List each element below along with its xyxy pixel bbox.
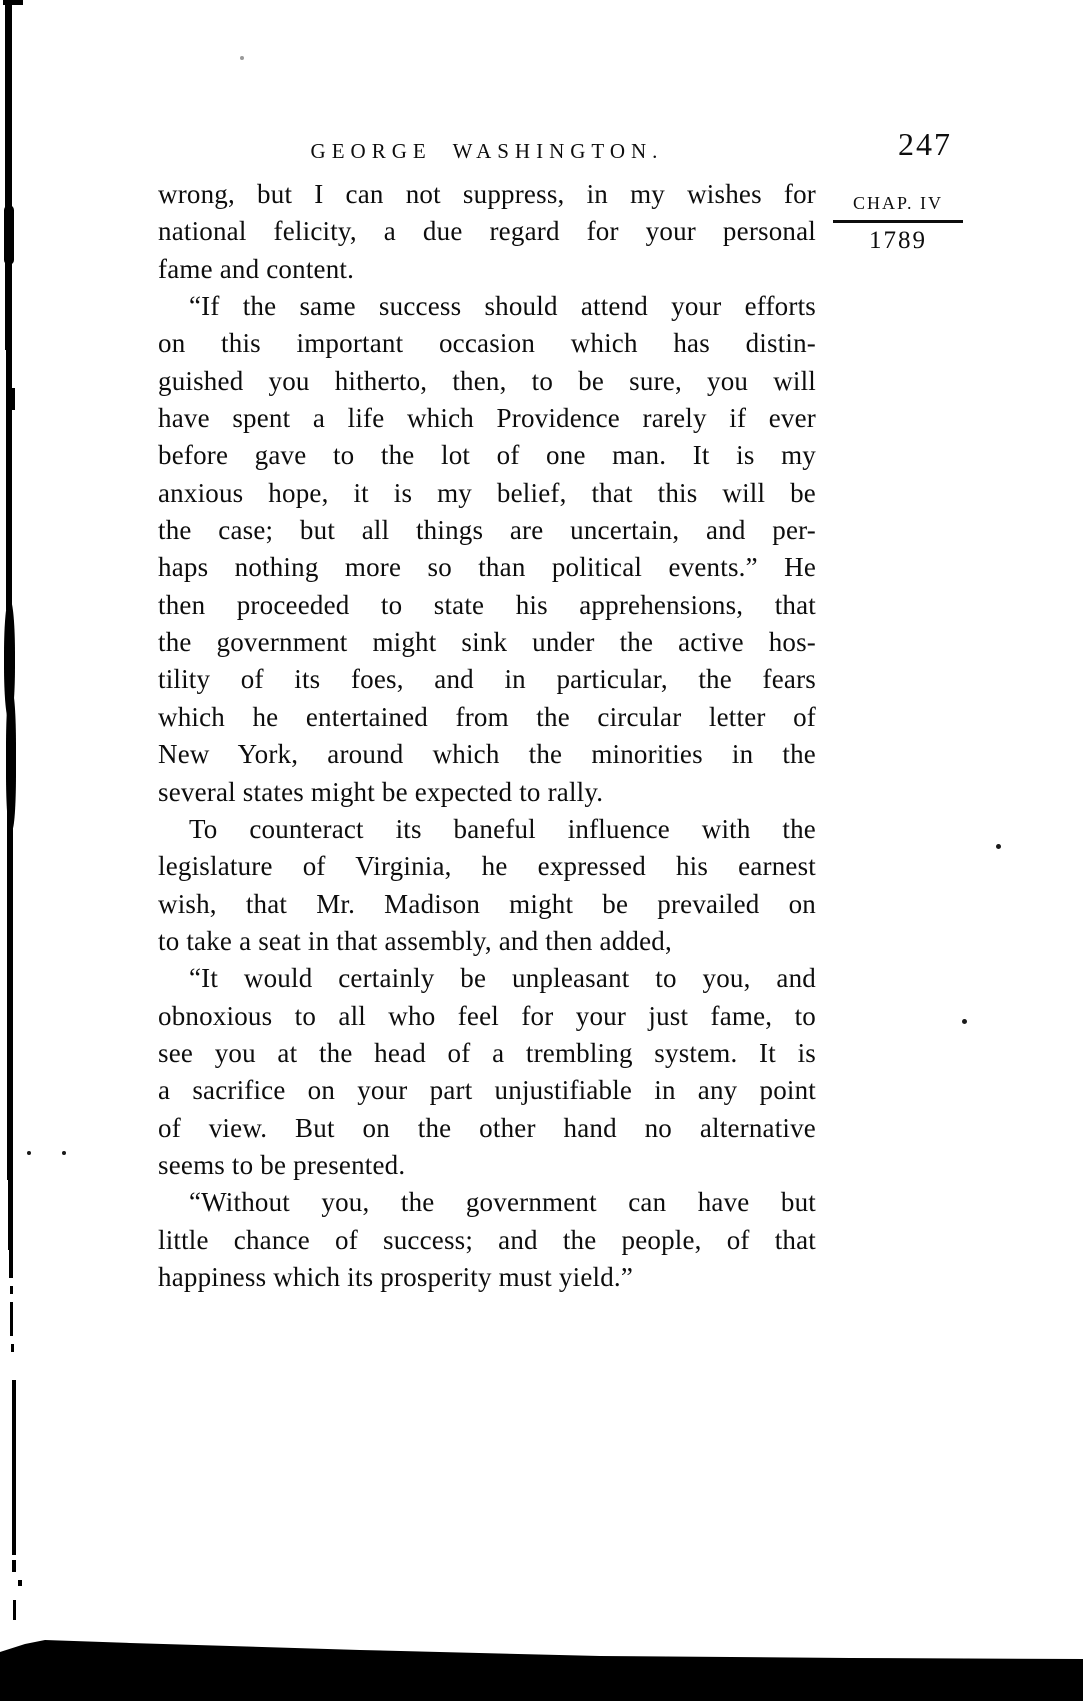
text-line: wish, that Mr. Madison might be prevailed on <box>158 888 816 919</box>
text-line: “If the same success should attend your efforts <box>189 291 816 322</box>
margin-year-label: 1789 <box>869 227 927 254</box>
text-line: seems to be presented. <box>158 1149 406 1180</box>
text-line: wrong, but I can not suppress, in my wishes for <box>158 179 816 209</box>
scan-speck <box>27 1151 31 1155</box>
text-line: to take a seat in that assembly, and then added, <box>158 925 672 956</box>
text-line: To counteract its baneful influence with the <box>189 813 816 844</box>
text-line: “Without you, the government can have but <box>189 1187 816 1218</box>
text-line: anxious hope, it is my belief, that this will be <box>158 477 816 508</box>
text-line: legislature of Virginia, he expressed his earnest <box>158 851 816 882</box>
text-line: then proceeded to state his apprehensions, that <box>158 589 816 620</box>
text-line: haps nothing more so than political events.” He <box>158 552 816 583</box>
scan-speck <box>62 1151 66 1155</box>
text-line: “It would certainly be unpleasant to you, and <box>189 963 816 994</box>
text-line: see you at the head of a trembling system. It is <box>158 1037 816 1068</box>
margin-note <box>833 193 963 255</box>
margin-rule-divider <box>833 220 963 223</box>
text-line: national felicity, a due regard for your personal <box>158 216 816 247</box>
scan-speck <box>996 844 1001 849</box>
text-line: which he entertained from the circular letter of <box>158 701 816 732</box>
text-line: little chance of success; and the people, of that <box>158 1224 816 1255</box>
text-line: obnoxious to all who feel for your just fame, to <box>158 1000 816 1031</box>
text-line: New York, around which the minorities in the <box>158 739 816 770</box>
scan-speck <box>962 1019 967 1024</box>
page-number: 247 <box>898 126 952 162</box>
body-text <box>158 176 816 1296</box>
text-line: fame and content. <box>158 253 355 284</box>
text-line: happiness which its prosperity must yield.” <box>158 1261 634 1292</box>
text-line: several states might be expected to rally. <box>158 776 604 807</box>
text-line: guished you hitherto, then, to be sure, you will <box>158 365 816 396</box>
text-line: of view. But on the other hand no alternative <box>158 1112 816 1143</box>
text-line: tility of its foes, and in particular, the fears <box>158 664 816 695</box>
text-line: a sacrifice on your part unjustifiable in any point <box>158 1075 816 1106</box>
scan-bottom-bar <box>0 1636 1083 1701</box>
text-line: the government might sink under the active hos- <box>158 627 816 658</box>
text-line: on this important occasion which has distin- <box>158 328 816 359</box>
scan-speck <box>240 56 244 60</box>
text-line: before gave to the lot of one man. It is my <box>158 440 816 471</box>
margin-chapter-label: CHAP. IV <box>852 193 943 213</box>
text-line: the case; but all things are uncertain, and per- <box>158 515 816 546</box>
running-head-title: GEORGE WASHINGTON. <box>310 139 664 163</box>
text-line: have spent a life which Providence rarely if ever <box>158 403 816 434</box>
